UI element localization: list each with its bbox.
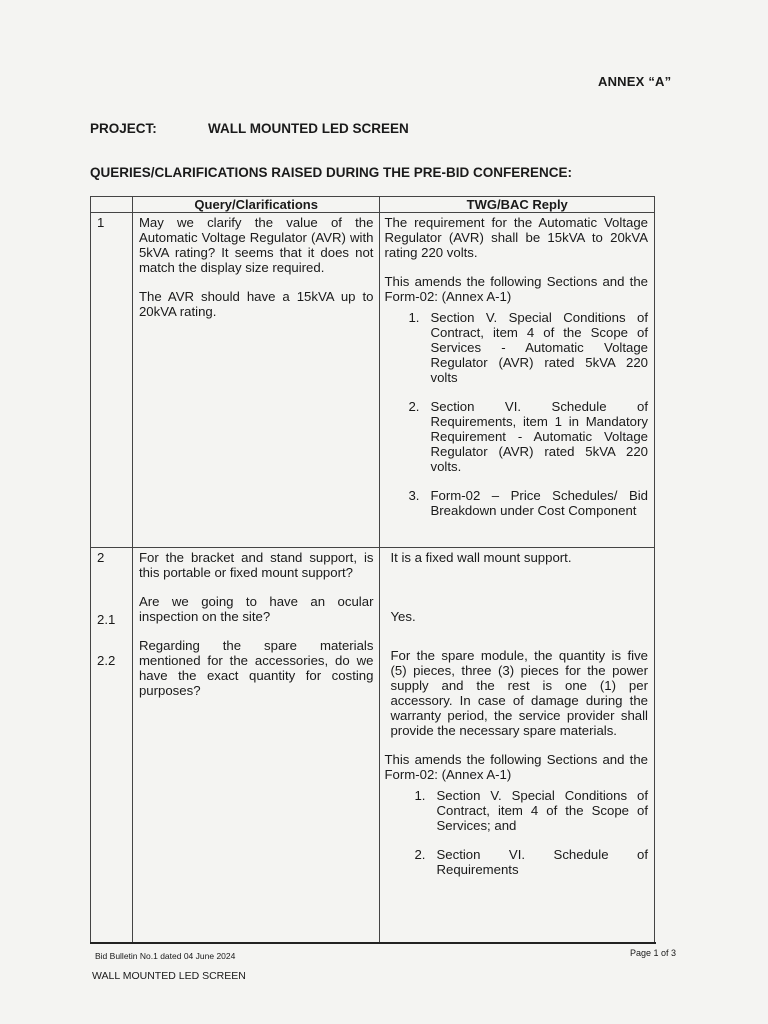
reply-text: The requirement for the Automatic Voltage Regulator (AVR) shall be 15kVA to 20kVA rating 220 volts. bbox=[384, 215, 648, 260]
header-num bbox=[91, 197, 133, 213]
reply-cell bbox=[380, 548, 655, 944]
queries-title: QUERIES/CLARIFICATIONS RAISED DURING THE PRE-BID CONFERENCE: bbox=[90, 165, 573, 180]
query-text: May we clarify the value of the Automatic Voltage Regulator (AVR) with 5kVA rating? It seems that it does not match the display size required. bbox=[138, 215, 374, 275]
row-number: 2 bbox=[97, 550, 105, 565]
list-item: 1. Section V. Special Conditions of Contract, item 4 of the Scope of Services - Automatic Voltage Regulator (AVR) rated 5kVA 220 volts bbox=[408, 310, 648, 385]
query-text: The AVR should have a 15kVA up to 20kVA rating. bbox=[138, 289, 374, 319]
query-cell bbox=[132, 548, 380, 944]
bid-bulletin-note: Bid Bulletin No.1 dated 04 June 2024 bbox=[95, 951, 236, 961]
row-number: 1 bbox=[97, 215, 105, 230]
row-number-cell bbox=[91, 548, 133, 944]
row-number-cell bbox=[91, 213, 133, 548]
project-label: PROJECT: bbox=[90, 121, 157, 136]
header-reply: TWG/BAC Reply bbox=[380, 197, 655, 213]
table-header-row bbox=[91, 197, 655, 213]
header-query: Query/Clarifications bbox=[132, 197, 380, 213]
page-number: Page 1 of 3 bbox=[630, 948, 677, 958]
row-number: 2.2 bbox=[97, 653, 116, 668]
reply-text: For the spare module, the quantity is five (5) pieces, three (3) pieces for the power supply and the rest is one (1) per accessory. In case of damage during the warranty period, the service provider shall provide the necessary spare materials. bbox=[390, 648, 648, 738]
amended-sections-list bbox=[390, 788, 648, 877]
query-text: For the bracket and stand support, is this portable or fixed mount support? bbox=[138, 550, 374, 580]
query-text: Are we going to have an ocular inspection on the site? bbox=[138, 594, 374, 624]
project-line bbox=[90, 121, 409, 136]
reply-text: This amends the following Sections and the Form-02: (Annex A-1) bbox=[384, 752, 648, 782]
table-row bbox=[91, 548, 655, 944]
list-item: 2. Section VI. Schedule of Requirements, item 1 in Mandatory Requirement - Automatic Voltage Regulator (AVR) rated 5kVA 220 volts. bbox=[408, 399, 648, 474]
project-name: WALL MOUNTED LED SCREEN bbox=[208, 121, 409, 136]
list-item: 1. Section V. Special Conditions of Contract, item 4 of the Scope of Services; and bbox=[414, 788, 648, 833]
footer-title: WALL MOUNTED LED SCREEN bbox=[92, 970, 246, 982]
query-text: Regarding the spare materials mentioned for the accessories, do we have the exact quantity for costing purposes? bbox=[138, 638, 374, 698]
row-number: 2.1 bbox=[97, 612, 116, 627]
footer-divider bbox=[90, 942, 656, 944]
annex-label: ANNEX “A” bbox=[598, 74, 672, 89]
list-item: 2. Section VI. Schedule of Requirements bbox=[414, 847, 648, 877]
amended-sections-list bbox=[384, 310, 648, 518]
queries-table bbox=[90, 196, 655, 944]
reply-text: This amends the following Sections and the Form-02: (Annex A-1) bbox=[384, 274, 648, 304]
list-item: 3. Form-02 – Price Schedules/ Bid Breakdown under Cost Component bbox=[408, 488, 648, 518]
reply-text: It is a fixed wall mount support. bbox=[390, 550, 572, 565]
query-cell bbox=[132, 213, 380, 548]
reply-cell bbox=[380, 213, 655, 548]
reply-text: Yes. bbox=[390, 609, 416, 624]
table-row bbox=[91, 213, 655, 548]
